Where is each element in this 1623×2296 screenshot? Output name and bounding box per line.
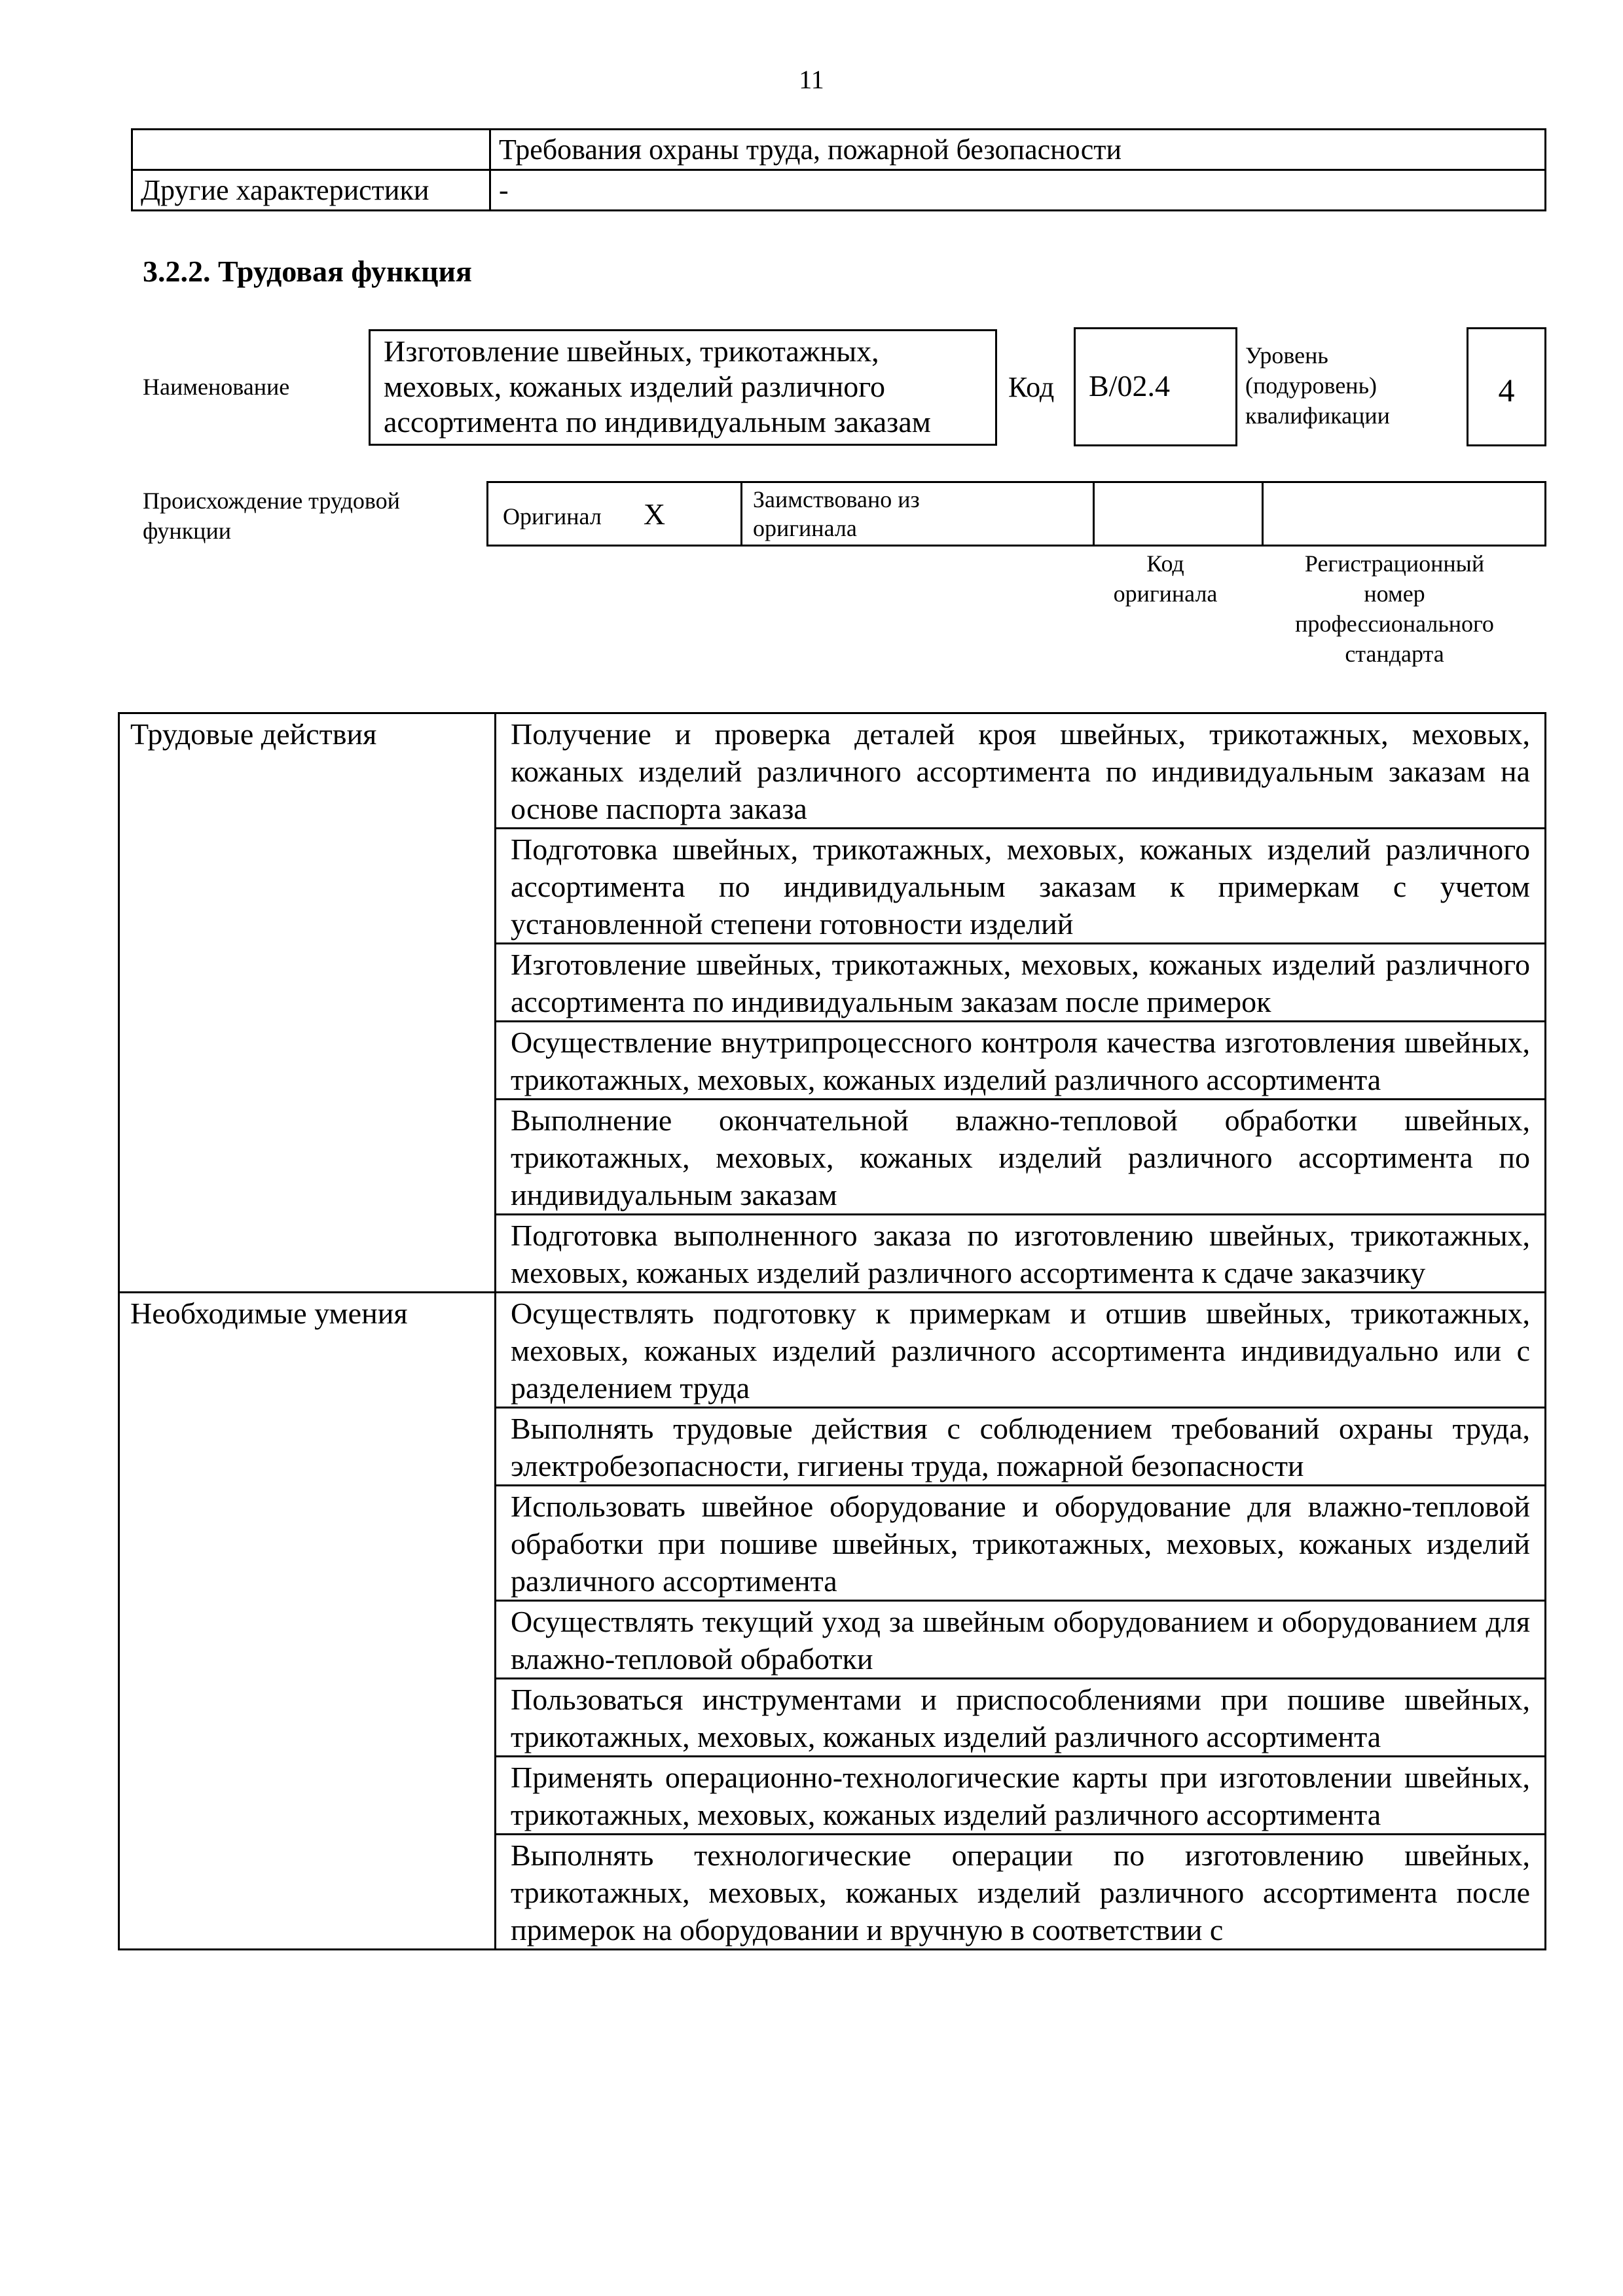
level-label-line: Уровень xyxy=(1245,342,1328,368)
caption-line: профессионального xyxy=(1295,611,1494,637)
skill-item: Осуществлять текущий уход за швейным оборудованием и оборудованием для влажно-тепловой обработки xyxy=(496,1601,1546,1679)
original-mark: X xyxy=(643,497,666,531)
other-characteristics-value: - xyxy=(490,170,1546,211)
registration-number-caption xyxy=(1257,548,1532,669)
labor-action-item: Получение и проверка деталей кроя швейных, трикотажных, меховых, кожаных изделий различного ассортимента по индивидуальным заказам на основе паспорта заказа xyxy=(496,713,1546,829)
other-characteristics-label: Другие характеристики xyxy=(132,170,490,211)
caption-line: номер xyxy=(1364,581,1425,607)
section-title: 3.2.2. Трудовая функция xyxy=(143,255,472,288)
skills-label: Необходимые умения xyxy=(119,1293,496,1950)
origin-label xyxy=(143,486,400,546)
function-name-line: ассортимента по индивидуальным заказам xyxy=(384,405,931,439)
level-label-line: квалификации xyxy=(1245,403,1390,429)
skill-item: Осуществлять подготовку к примеркам и отшив швейных, трикотажных, меховых, кожаных изделий различного ассортимента индивидуально или с разделением труда xyxy=(496,1293,1546,1408)
table-row xyxy=(119,713,1546,829)
requirements-cell: Требования охраны труда, пожарной безопасности xyxy=(490,130,1546,170)
original-code-caption xyxy=(1087,548,1244,609)
function-name-line: меховых, кожаных изделий различного xyxy=(384,370,885,403)
name-label: Наименование xyxy=(143,374,290,400)
code-label: Код xyxy=(1008,371,1055,403)
borrowed-line: оригинала xyxy=(753,515,857,541)
page-number: 11 xyxy=(799,65,824,94)
function-code: B/02.4 xyxy=(1074,327,1237,446)
caption-line: Код xyxy=(1146,550,1184,577)
origin-label-line: Происхождение трудовой xyxy=(143,488,400,514)
original-label: Оригинал xyxy=(503,503,602,529)
empty-cell xyxy=(132,130,490,170)
borrowed-line: Заимствовано из xyxy=(753,486,920,512)
registration-number-cell xyxy=(1263,482,1546,546)
level-label-line: (подуровень) xyxy=(1245,372,1377,399)
labor-action-item: Подготовка швейных, трикотажных, меховых, кожаных изделий различного ассортимента по индивидуальным заказам к примеркам с учетом установленной степени готовности изделий xyxy=(496,829,1546,944)
function-name-line: Изготовление швейных, трикотажных, xyxy=(384,334,879,368)
origin-table xyxy=(486,481,1546,547)
caption-line: Регистрационный xyxy=(1304,550,1485,577)
origin-label-line: функции xyxy=(143,518,231,544)
function-name-box xyxy=(369,329,997,446)
characteristics-table xyxy=(131,128,1546,211)
skill-item: Выполнять технологические операции по изготовлению швейных, трикотажных, меховых, кожаных изделий различного ассортимента после примерок на оборудовании и вручную в соответствии с xyxy=(496,1835,1546,1950)
labor-action-item: Осуществление внутрипроцессного контроля качества изготовления швейных, трикотажных, меховых, кожаных изделий различного ассортимента xyxy=(496,1022,1546,1100)
original-code-cell xyxy=(1094,482,1263,546)
skill-item: Пользоваться инструментами и приспособлениями при пошиве швейных, трикотажных, меховых, кожаных изделий различного ассортимента xyxy=(496,1679,1546,1757)
labor-actions-label: Трудовые действия xyxy=(119,713,496,1293)
original-cell xyxy=(488,482,742,546)
table-row xyxy=(119,1293,1546,1408)
function-details-table xyxy=(118,712,1546,1950)
labor-action-item: Изготовление швейных, трикотажных, меховых, кожаных изделий различного ассортимента по индивидуальным заказам после примерок xyxy=(496,944,1546,1022)
skill-item: Применять операционно-технологические карты при изготовлении швейных, трикотажных, меховых, кожаных изделий различного ассортимента xyxy=(496,1757,1546,1835)
caption-line: стандарта xyxy=(1345,641,1444,667)
labor-action-item: Подготовка выполненного заказа по изготовлению швейных, трикотажных, меховых, кожаных изделий различного ассортимента к сдаче заказчику xyxy=(496,1215,1546,1293)
borrowed-cell xyxy=(742,482,1094,546)
qualification-level: 4 xyxy=(1467,327,1546,446)
caption-line: оригинала xyxy=(1113,581,1218,607)
level-label xyxy=(1245,340,1390,431)
skill-item: Использовать швейное оборудование и оборудование для влажно-тепловой обработки при пошиве швейных, трикотажных, меховых, кожаных изделий различного ассортимента xyxy=(496,1486,1546,1601)
labor-action-item: Выполнение окончательной влажно-тепловой обработки швейных, трикотажных, меховых, кожаных изделий различного ассортимента по индивидуальным заказам xyxy=(496,1100,1546,1215)
skill-item: Выполнять трудовые действия с соблюдением требований охраны труда, электробезопасности, гигиены труда, пожарной безопасности xyxy=(496,1408,1546,1486)
